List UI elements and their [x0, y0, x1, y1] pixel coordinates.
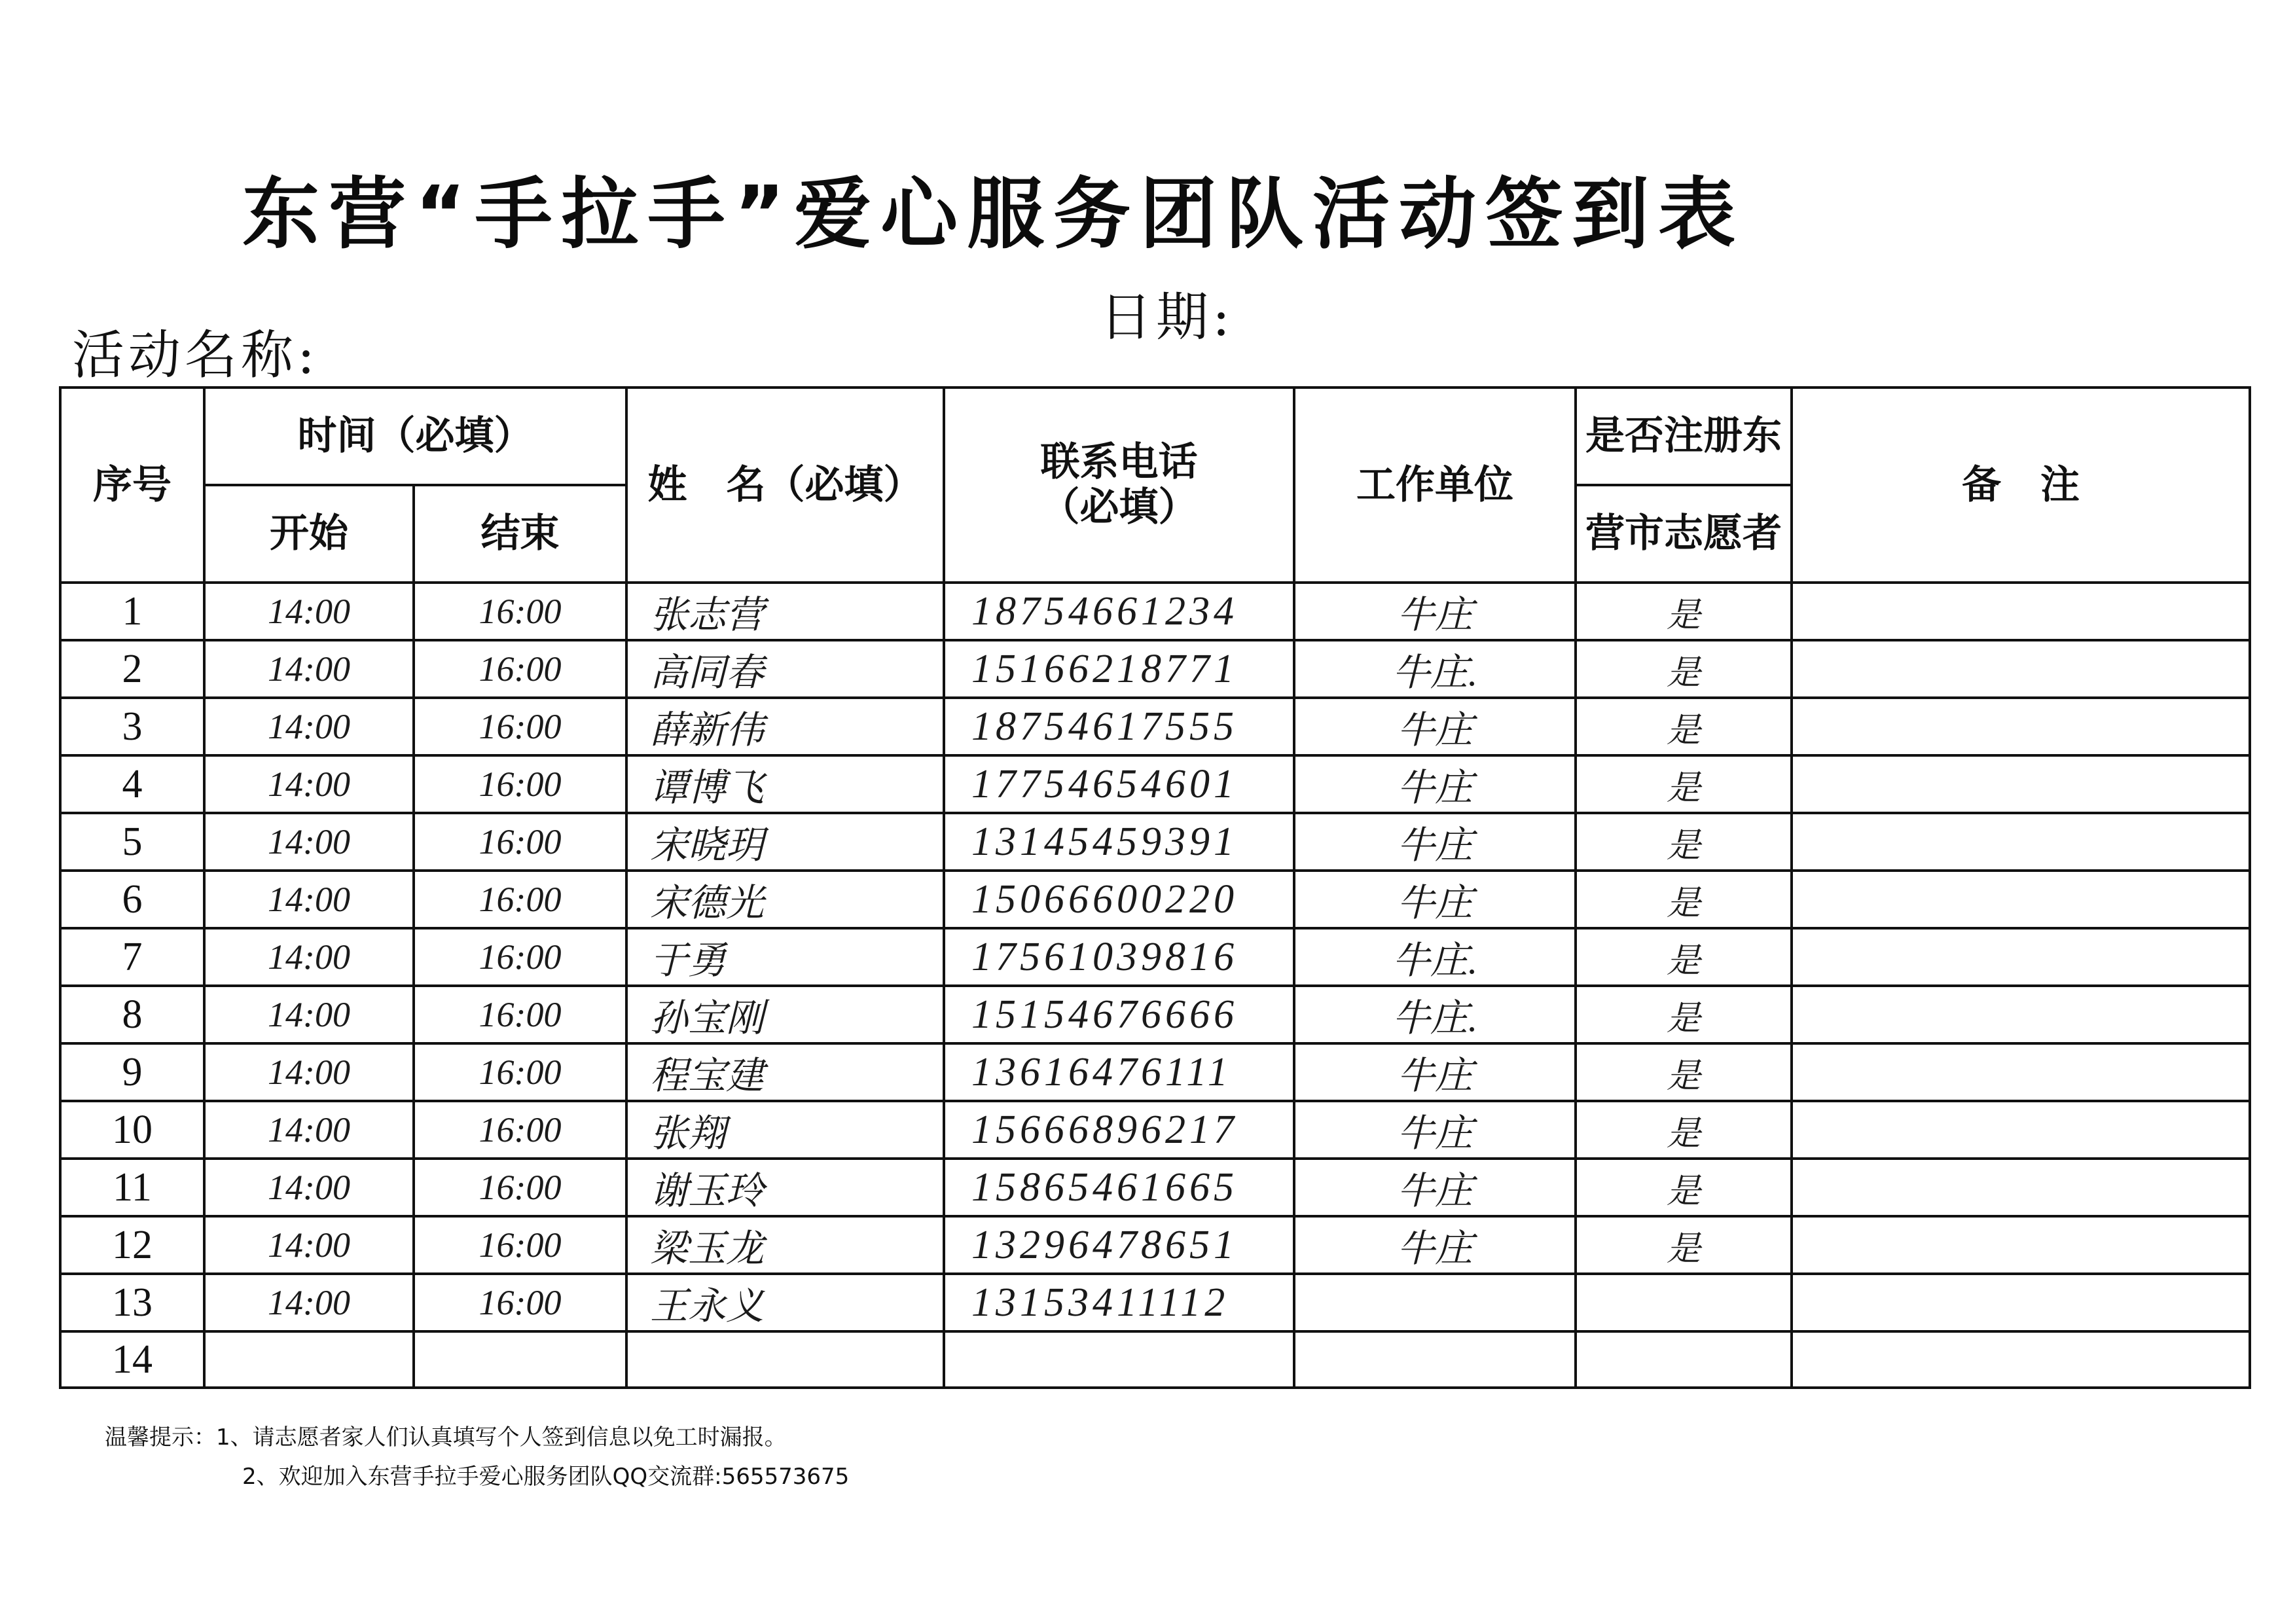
- volunteer-name-cell: [626, 1331, 944, 1388]
- volunteer-name-cell: 王永义: [626, 1274, 944, 1331]
- header-unit: 工作单位: [1294, 388, 1576, 583]
- remarks-cell: [1792, 1216, 2250, 1274]
- start-time-cell: 14:00: [204, 1159, 414, 1216]
- phone-cell: 18754617555: [944, 698, 1294, 755]
- work-unit-cell: 牛庄.: [1294, 928, 1576, 986]
- signin-table: [59, 386, 2251, 1389]
- end-time-cell: 16:00: [414, 698, 626, 755]
- end-time-cell: 16:00: [414, 1274, 626, 1331]
- remarks-cell: [1792, 928, 2250, 986]
- note-line-1: 温馨提示：1、请志愿者家人们认真填写个人签到信息以免工时漏报。: [105, 1424, 787, 1451]
- header-registered-line2: 营市志愿者: [1576, 485, 1792, 583]
- end-time-cell: [414, 1331, 626, 1388]
- registered-cell: 是: [1576, 1159, 1792, 1216]
- start-time-cell: 14:00: [204, 1101, 414, 1159]
- table-row: [60, 1159, 2250, 1216]
- date-label: 日期:: [1100, 287, 1234, 348]
- header-phone: [944, 388, 1294, 583]
- phone-cell: [944, 1331, 1294, 1388]
- volunteer-name-cell: 孙宝刚: [626, 986, 944, 1043]
- registered-cell: 是: [1576, 871, 1792, 928]
- registered-cell: 是: [1576, 698, 1792, 755]
- volunteer-name-cell: 高同春: [626, 640, 944, 698]
- row-index: 2: [60, 640, 204, 698]
- registered-cell: 是: [1576, 1043, 1792, 1101]
- work-unit-cell: 牛庄: [1294, 871, 1576, 928]
- start-time-cell: 14:00: [204, 928, 414, 986]
- header-index: 序号: [60, 388, 204, 583]
- phone-cell: 15154676666: [944, 986, 1294, 1043]
- end-time-cell: 16:00: [414, 1159, 626, 1216]
- remarks-cell: [1792, 1331, 2250, 1388]
- start-time-cell: 14:00: [204, 871, 414, 928]
- work-unit-cell: [1294, 1331, 1576, 1388]
- work-unit-cell: 牛庄.: [1294, 640, 1576, 698]
- phone-cell: 13153411112: [944, 1274, 1294, 1331]
- end-time-cell: 16:00: [414, 1043, 626, 1101]
- volunteer-name-cell: 程宝建: [626, 1043, 944, 1101]
- phone-cell: 15066600220: [944, 871, 1294, 928]
- end-time-cell: 16:00: [414, 583, 626, 640]
- start-time-cell: [204, 1331, 414, 1388]
- phone-cell: 13296478651: [944, 1216, 1294, 1274]
- phone-cell: 15666896217: [944, 1101, 1294, 1159]
- registered-cell: [1576, 1274, 1792, 1331]
- header-name: 姓 名（必填）: [626, 388, 944, 583]
- remarks-cell: [1792, 986, 2250, 1043]
- activity-name-label: 活动名称:: [72, 325, 319, 386]
- table-row: [60, 1043, 2250, 1101]
- volunteer-name-cell: 薛新伟: [626, 698, 944, 755]
- table-row: [60, 755, 2250, 813]
- end-time-cell: 16:00: [414, 1216, 626, 1274]
- remarks-cell: [1792, 871, 2250, 928]
- row-index: 1: [60, 583, 204, 640]
- start-time-cell: 14:00: [204, 813, 414, 871]
- table-row: [60, 871, 2250, 928]
- start-time-cell: 14:00: [204, 986, 414, 1043]
- phone-cell: 13616476111: [944, 1043, 1294, 1101]
- row-index: 4: [60, 755, 204, 813]
- phone-cell: 17561039816: [944, 928, 1294, 986]
- end-time-cell: 16:00: [414, 640, 626, 698]
- remarks-cell: [1792, 813, 2250, 871]
- remarks-cell: [1792, 698, 2250, 755]
- registered-cell: 是: [1576, 928, 1792, 986]
- end-time-cell: 16:00: [414, 928, 626, 986]
- end-time-cell: 16:00: [414, 871, 626, 928]
- registered-cell: 是: [1576, 1101, 1792, 1159]
- row-index: 9: [60, 1043, 204, 1101]
- start-time-cell: 14:00: [204, 1043, 414, 1101]
- row-index: 14: [60, 1331, 204, 1388]
- table-row: [60, 1331, 2250, 1388]
- note-line-2: 2、欢迎加入东营手拉手爱心服务团队QQ交流群:565573675: [242, 1464, 850, 1490]
- phone-cell: 13145459391: [944, 813, 1294, 871]
- volunteer-name-cell: 宋德光: [626, 871, 944, 928]
- volunteer-name-cell: 张翔: [626, 1101, 944, 1159]
- table-row: [60, 640, 2250, 698]
- row-index: 3: [60, 698, 204, 755]
- phone-cell: 15166218771: [944, 640, 1294, 698]
- registered-cell: 是: [1576, 1216, 1792, 1274]
- volunteer-name-cell: 张志营: [626, 583, 944, 640]
- row-index: 5: [60, 813, 204, 871]
- table-row: [60, 698, 2250, 755]
- table-row: [60, 1216, 2250, 1274]
- work-unit-cell: 牛庄: [1294, 698, 1576, 755]
- work-unit-cell: 牛庄: [1294, 813, 1576, 871]
- work-unit-cell: 牛庄: [1294, 755, 1576, 813]
- volunteer-name-cell: 谭博飞: [626, 755, 944, 813]
- start-time-cell: 14:00: [204, 1274, 414, 1331]
- row-index: 10: [60, 1101, 204, 1159]
- end-time-cell: 16:00: [414, 986, 626, 1043]
- header-time: 时间（必填）: [204, 388, 626, 485]
- row-index: 13: [60, 1274, 204, 1331]
- row-index: 8: [60, 986, 204, 1043]
- start-time-cell: 14:00: [204, 698, 414, 755]
- work-unit-cell: 牛庄: [1294, 1159, 1576, 1216]
- work-unit-cell: 牛庄: [1294, 1216, 1576, 1274]
- header-remarks: 备 注: [1792, 388, 2250, 583]
- end-time-cell: 16:00: [414, 755, 626, 813]
- table-row: [60, 1274, 2250, 1331]
- work-unit-cell: 牛庄: [1294, 1043, 1576, 1101]
- table-body: [60, 583, 2250, 1388]
- work-unit-cell: 牛庄: [1294, 583, 1576, 640]
- remarks-cell: [1792, 1274, 2250, 1331]
- remarks-cell: [1792, 1159, 2250, 1216]
- work-unit-cell: 牛庄: [1294, 1101, 1576, 1159]
- phone-cell: 17754654601: [944, 755, 1294, 813]
- end-time-cell: 16:00: [414, 1101, 626, 1159]
- header-phone-line2: （必填）: [1040, 484, 1198, 530]
- volunteer-name-cell: 于勇: [626, 928, 944, 986]
- start-time-cell: 14:00: [204, 1216, 414, 1274]
- start-time-cell: 14:00: [204, 755, 414, 813]
- table-row: [60, 1101, 2250, 1159]
- volunteer-name-cell: 谢玉玲: [626, 1159, 944, 1216]
- table-row: [60, 813, 2250, 871]
- remarks-cell: [1792, 583, 2250, 640]
- work-unit-cell: 牛庄.: [1294, 986, 1576, 1043]
- table-row: [60, 986, 2250, 1043]
- registered-cell: 是: [1576, 640, 1792, 698]
- volunteer-name-cell: 梁玉龙: [626, 1216, 944, 1274]
- remarks-cell: [1792, 1101, 2250, 1159]
- row-index: 6: [60, 871, 204, 928]
- work-unit-cell: [1294, 1274, 1576, 1331]
- header-start: 开始: [204, 485, 414, 583]
- table-row: [60, 928, 2250, 986]
- row-index: 12: [60, 1216, 204, 1274]
- header-end: 结束: [414, 485, 626, 583]
- remarks-cell: [1792, 1043, 2250, 1101]
- table-row: [60, 583, 2250, 640]
- document-title: 东营“手拉手”爱心服务团队活动签到表: [242, 169, 1745, 259]
- registered-cell: 是: [1576, 755, 1792, 813]
- phone-cell: 15865461665: [944, 1159, 1294, 1216]
- header-registered-line1: 是否注册东: [1576, 388, 1792, 485]
- registered-cell: 是: [1576, 986, 1792, 1043]
- end-time-cell: 16:00: [414, 813, 626, 871]
- registered-cell: 是: [1576, 813, 1792, 871]
- registered-cell: [1576, 1331, 1792, 1388]
- row-index: 11: [60, 1159, 204, 1216]
- remarks-cell: [1792, 640, 2250, 698]
- registered-cell: 是: [1576, 583, 1792, 640]
- row-index: 7: [60, 928, 204, 986]
- header-phone-line1: 联系电话: [1040, 439, 1198, 485]
- start-time-cell: 14:00: [204, 583, 414, 640]
- phone-cell: 18754661234: [944, 583, 1294, 640]
- remarks-cell: [1792, 755, 2250, 813]
- start-time-cell: 14:00: [204, 640, 414, 698]
- volunteer-name-cell: 宋晓玥: [626, 813, 944, 871]
